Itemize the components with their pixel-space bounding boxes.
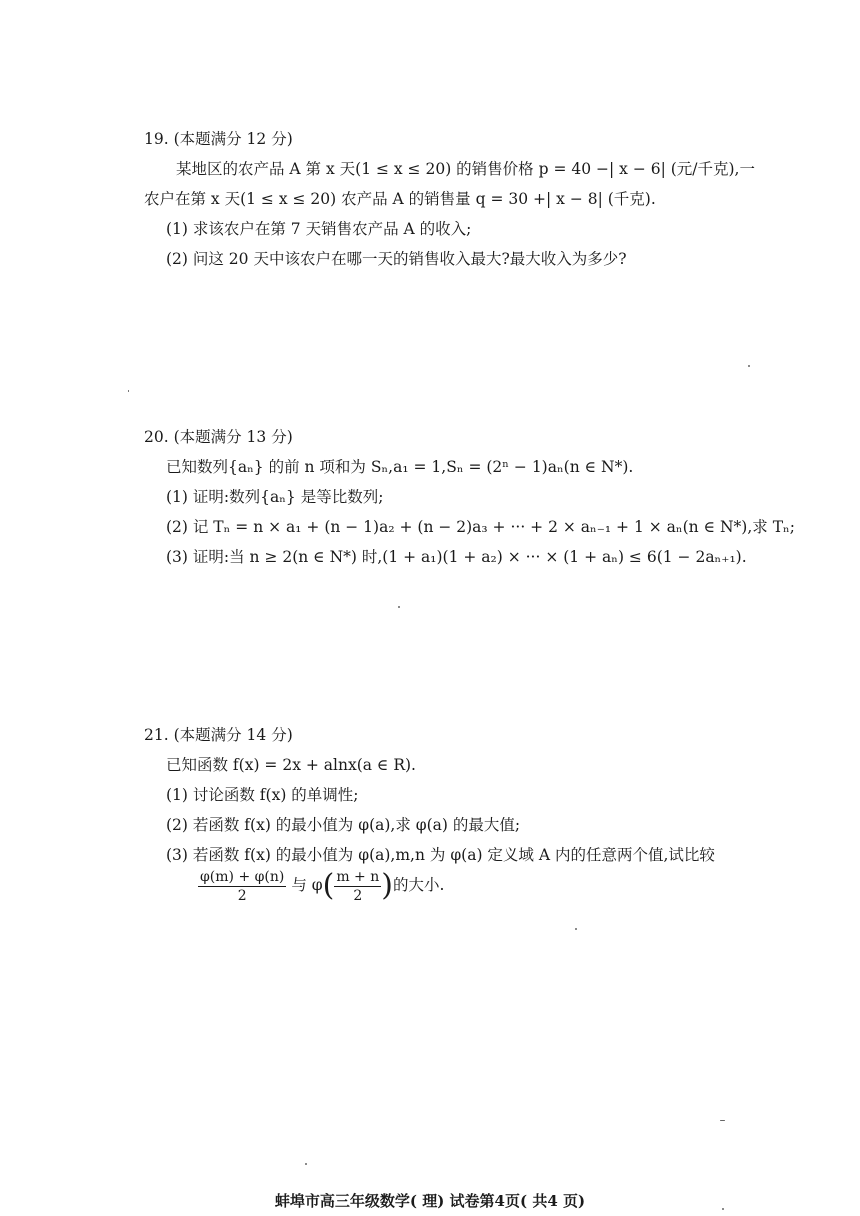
page-footer: 蚌埠市高三年级数学( 理) 试卷第4页( 共4 页) xyxy=(274,1192,586,1210)
comparison-tail: 的大小. xyxy=(392,876,445,894)
scan-speck xyxy=(128,390,129,392)
fraction-mean-argument xyxy=(334,869,381,904)
q21-part2: (2) 若函数 f(x) 的最小值为 φ(a),求 φ(a) 的最大值; xyxy=(166,816,521,834)
q20-header: 20. (本题满分 13 分) xyxy=(144,428,293,446)
fraction-numerator: m + n xyxy=(336,868,380,885)
q19-text-b: 农户在第 x 天(1 ≤ x ≤ 20) 农产品 A 的销售量 q = 30 +| x − 8| (千克). xyxy=(144,190,656,208)
q19-part1: (1) 求该农户在第 7 天销售农产品 A 的收入; xyxy=(166,220,472,238)
q21-part3: (3) 若函数 f(x) 的最小值为 φ(a),m,n 为 φ(a) 定义域 A 内的任意两个值,试比较 xyxy=(166,846,715,864)
scan-speck xyxy=(722,1208,724,1210)
scan-speck xyxy=(575,928,577,930)
fraction-numerator: φ(m) + φ(n) xyxy=(200,868,285,885)
scan-speck xyxy=(398,606,400,608)
q20-part1: (1) 证明:数列{aₙ} 是等比数列; xyxy=(166,488,384,506)
q20-part3: (3) 证明:当 n ≥ 2(n ∈ N*) 时,(1 + a₁)(1 + a₂) × ··· × (1 + aₙ) ≤ 6(1 − 2aₙ₊₁). xyxy=(166,548,747,566)
scan-speck xyxy=(305,1163,307,1165)
q20-text-a: 已知数列{aₙ} 的前 n 项和为 Sₙ,a₁ = 1,Sₙ = (2ⁿ − 1)aₙ(n ∈ N*). xyxy=(166,458,634,476)
q19-header: 19. (本题满分 12 分) xyxy=(144,130,293,148)
left-paren: ( xyxy=(322,868,335,903)
fraction-denominator: 2 xyxy=(353,887,363,904)
q21-part1: (1) 讨论函数 f(x) 的单调性; xyxy=(166,786,359,804)
right-paren: ) xyxy=(381,868,393,903)
scan-speck xyxy=(720,1120,725,1121)
compare-word: 与 φ xyxy=(291,876,323,894)
q19-text-a: 某地区的农产品 A 第 x 天(1 ≤ x ≤ 20) 的销售价格 p = 40 −| x − 6| (元/千克),一 xyxy=(176,160,755,178)
scan-speck xyxy=(748,365,750,367)
q21-text-a: 已知函数 f(x) = 2x + alnx(a ∈ R). xyxy=(166,756,416,774)
fraction-denominator: 2 xyxy=(237,887,247,904)
q19-part2: (2) 问这 20 天中该农户在哪一天的销售收入最大?最大收入为多少? xyxy=(166,250,627,268)
fraction-phi-average xyxy=(198,869,286,904)
q20-part2: (2) 记 Tₙ = n × a₁ + (n − 1)a₂ + (n − 2)a₃ + ··· + 2 × aₙ₋₁ + 1 × aₙ(n ∈ N*),求 Tₙ; xyxy=(166,518,795,536)
q21-comparison xyxy=(198,868,444,904)
q21-header: 21. (本题满分 14 分) xyxy=(144,726,293,744)
